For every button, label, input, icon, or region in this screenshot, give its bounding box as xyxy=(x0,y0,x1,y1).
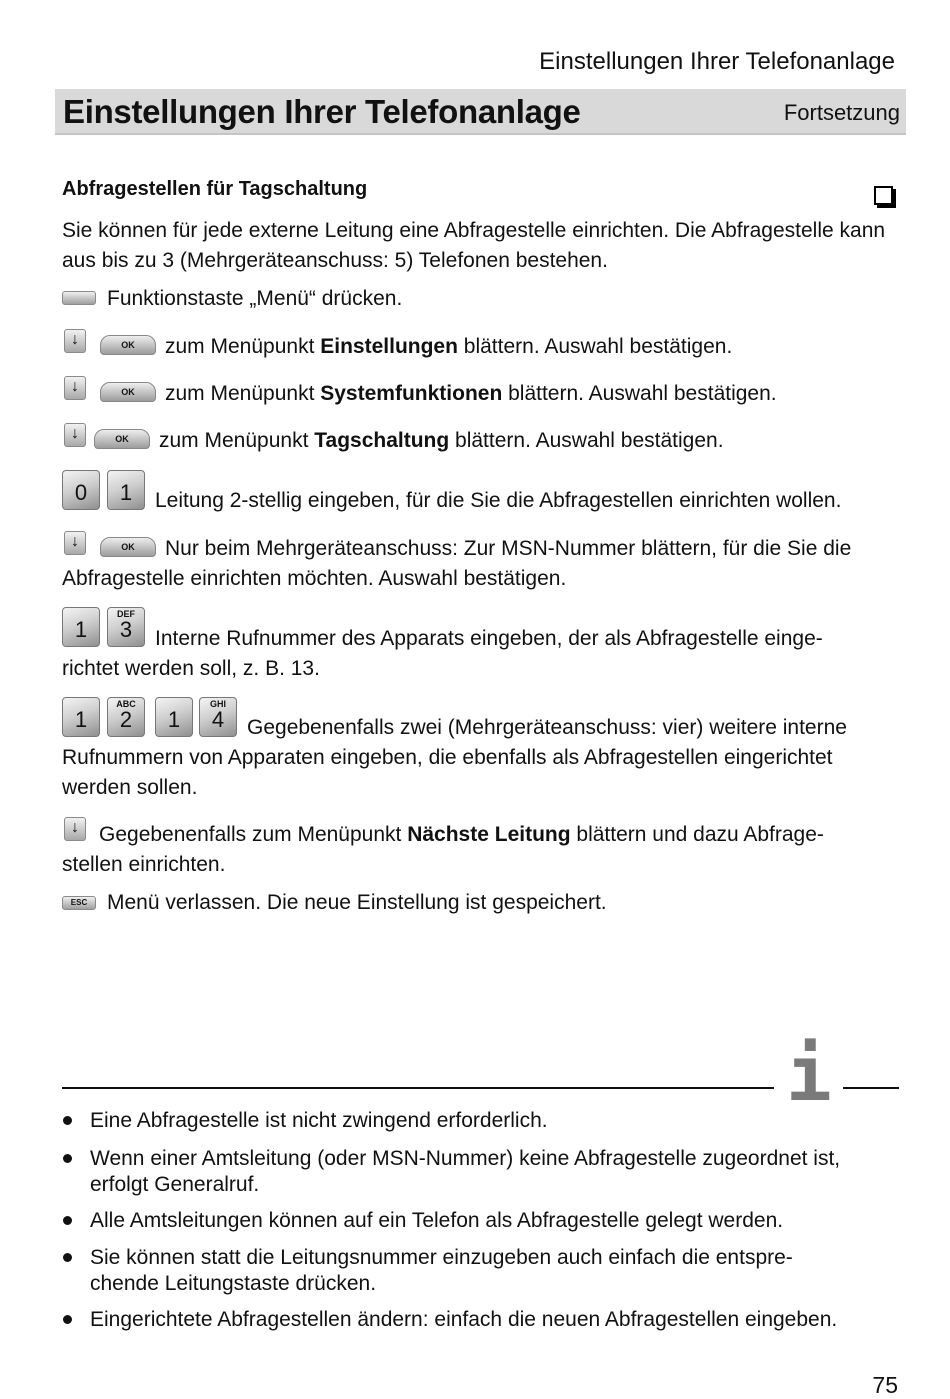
bullet-icon xyxy=(63,1253,72,1262)
step-weitere-line2: Rufnummern von Apparaten eingeben, die ebenfalls als Abfragestellen eingerichtet xyxy=(62,746,833,769)
digit-key-0-icon: 0 xyxy=(62,470,100,510)
section-heading: Abfragestellen für Tagschaltung xyxy=(62,178,368,200)
step-naechste-leitung-line1: Gegebenenfalls zum Menüpunkt Nächste Leitung blättern und dazu Abfrage- xyxy=(99,823,824,846)
step-msn-line1: Nur beim Mehrgeräteanschuss: Zur MSN-Nummer blättern, für die Sie die xyxy=(165,537,852,560)
checkbox-square-icon xyxy=(874,186,893,205)
digit-key-1-icon: 1 xyxy=(62,697,100,737)
step-tagschaltung: zum Menüpunkt Tagschaltung blättern. Auswahl bestätigen. xyxy=(159,429,724,452)
title-bar xyxy=(55,89,906,135)
arrow-down-key-icon: ↓ xyxy=(64,329,86,353)
bullet-icon xyxy=(63,1116,72,1125)
ok-key-icon: OK xyxy=(100,382,156,402)
info-icon: i xyxy=(786,1029,832,1118)
intro-paragraph: Sie können für jede externe Leitung eine Abfragestelle einrichten. Die Abfragestelle kann aus bis zu 3 (Mehrgeräteanschuss: 5) Telefonen bestehen. xyxy=(62,219,886,272)
arrow-down-key-icon: ↓ xyxy=(64,531,86,555)
info-divider xyxy=(62,1087,774,1089)
step-weitere-line3: werden sollen. xyxy=(62,776,198,799)
step-msn-line2: Abfragestelle einrichten möchten. Auswahl bestätigen. xyxy=(62,567,567,590)
arrow-down-key-icon: ↓ xyxy=(64,817,86,841)
step-menu-press: Funktionstaste „Menü“ drücken. xyxy=(107,287,403,310)
running-header: Einstellungen Ihrer Telefonanlage xyxy=(539,48,895,75)
info-bullet-2: Wenn einer Amtsleitung (oder MSN-Nummer) keine Abfragestelle zugeordnet ist, erfolgt Generalruf. xyxy=(90,1147,841,1196)
digit-key-4-icon: GHI 4 xyxy=(199,697,237,737)
step-menu-verlassen: Menü verlassen. Die neue Einstellung ist gespeichert. xyxy=(107,891,607,914)
info-bullet-5: Eingerichtete Abfragestellen ändern: einfach die neuen Abfragestellen eingeben. xyxy=(90,1308,838,1331)
info-bullet-3: Alle Amtsleitungen können auf ein Telefon als Abfragestelle gelegt werden. xyxy=(90,1209,784,1232)
bullet-icon xyxy=(63,1216,72,1225)
step-einstellungen: zum Menüpunkt Einstellungen blättern. Auswahl bestätigen. xyxy=(165,335,733,358)
digit-key-1-icon: 1 xyxy=(107,470,145,510)
digit-key-1-icon: 1 xyxy=(155,697,193,737)
digit-key-1-icon: 1 xyxy=(62,607,100,647)
ok-key-icon: OK xyxy=(100,335,156,355)
digit-key-2-icon: ABC 2 xyxy=(107,697,145,737)
page-title: Einstellungen Ihrer Telefonanlage xyxy=(63,93,581,130)
step-weitere-line1: Gegebenenfalls zwei (Mehrgeräteanschuss: vier) weitere interne xyxy=(247,716,847,739)
step-leitung-eingeben: Leitung 2-stellig eingeben, für die Sie die Abfragestellen einrichten wollen. xyxy=(155,489,842,512)
step-interne-rufnummer-line1: Interne Rufnummer des Apparats eingeben, der als Abfragestelle einge- xyxy=(155,627,823,650)
info-bullet-1: Eine Abfragestelle ist nicht zwingend erforderlich. xyxy=(90,1109,548,1132)
esc-key-icon: ESC xyxy=(62,896,96,910)
step-naechste-leitung-line2: stellen einrichten. xyxy=(62,853,226,876)
page-number: 75 xyxy=(872,1372,898,1398)
step-systemfunktionen: zum Menüpunkt Systemfunktionen blättern. Auswahl bestätigen. xyxy=(165,382,777,405)
menu-key-icon xyxy=(62,291,96,305)
ok-key-icon: OK xyxy=(94,429,150,449)
info-bullet-4: Sie können statt die Leitungsnummer einzugeben auch einfach die entspre- chende Leitungstaste drücken. xyxy=(90,1246,793,1295)
bullet-icon xyxy=(63,1154,72,1163)
bullet-icon xyxy=(63,1315,72,1324)
continuation-label: Fortsetzung xyxy=(783,100,900,125)
digit-key-3-icon: DEF 3 xyxy=(107,607,145,647)
arrow-down-key-icon: ↓ xyxy=(64,376,86,400)
ok-key-icon: OK xyxy=(100,537,156,557)
info-divider-short xyxy=(843,1087,899,1089)
arrow-down-key-icon: ↓ xyxy=(64,423,86,447)
step-interne-rufnummer-line2: richtet werden soll, z. B. 13. xyxy=(62,657,320,680)
